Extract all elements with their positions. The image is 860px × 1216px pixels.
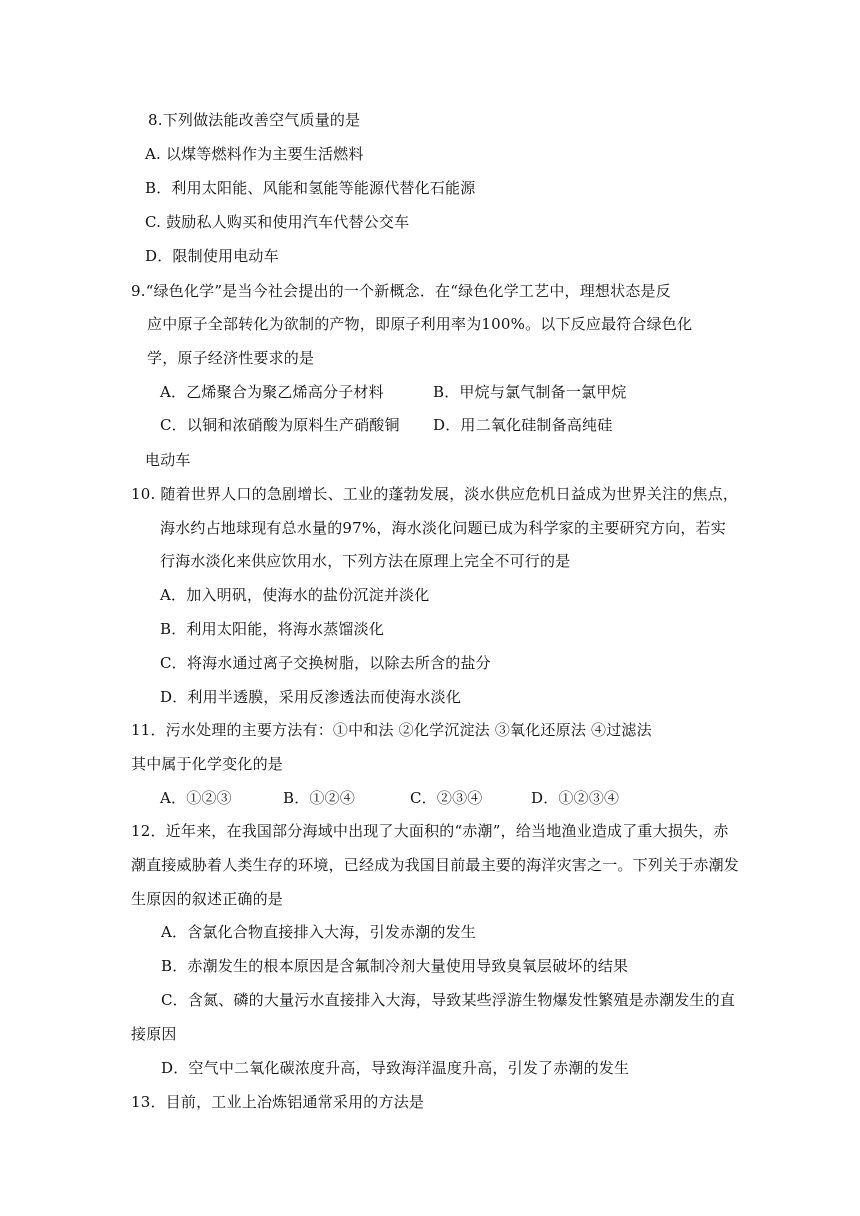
q11-option-c: C．②③④ — [410, 789, 483, 807]
q9-option-c: C．以铜和浓硝酸为原料生产硝酸铜 — [160, 416, 400, 434]
q11-stem-line-2: 其中属于化学变化的是 — [131, 755, 284, 773]
q13-stem: 13．目前，工业上冶炼铝通常采用的方法是 — [131, 1093, 425, 1111]
q8-option-b: B．利用太阳能、风能和氢能等能源代替化石能源 — [145, 179, 476, 197]
q12-option-b: B．赤潮发生的根本原因是含氟制冷剂大量使用导致臭氧层破坏的结果 — [161, 957, 629, 975]
q10-option-c: C．将海水通过离子交换树脂，以除去所含的盐分 — [160, 654, 491, 672]
q10-stem-line-2: 海水约占地球现有总水量的97%，海水淡化问题已成为科学家的主要研究方向，若实 — [160, 519, 726, 537]
q10-option-d: D．利用半透膜，采用反渗透法而使海水淡化 — [160, 688, 462, 706]
q8-option-a: A. 以煤等燃料作为主要生活燃料 — [145, 145, 364, 163]
q10-stem-line-3: 行海水淡化来供应饮用水，下列方法在原理上完全不可行的是 — [160, 552, 571, 570]
q11-option-a: A．①②③ — [160, 789, 232, 807]
q9-stem-line-3: 学，原子经济性要求的是 — [147, 349, 315, 367]
stray-text: 电动车 — [145, 451, 191, 469]
q9-stem-line-1: 9.“绿色化学”是当今社会提出的一个新概念．在“绿色化学工艺中，理想状态是反 — [131, 282, 671, 300]
q11-option-b: B．①②④ — [283, 789, 356, 807]
q8-option-c: C. 鼓励私人购买和使用汽车代替公交车 — [145, 213, 410, 231]
q10-option-b: B．利用太阳能，将海水蒸馏淡化 — [160, 620, 385, 638]
q11-option-d: D．①②③④ — [531, 789, 620, 807]
q9-option-b: B．甲烷与氯气制备一氯甲烷 — [433, 383, 627, 401]
q12-option-c-line-1: C．含氮、磷的大量污水直接排入大海，导致某些浮游生物爆发性繁殖是赤潮发生的直 — [161, 991, 736, 1009]
q8-stem: 8.下列做法能改善空气质量的是 — [148, 111, 361, 129]
q12-stem-line-2: 潮直接威胁着人类生存的环境，已经成为我国目前最主要的海洋灾害之一。下列关于赤潮发 — [131, 856, 740, 874]
q12-option-d: D．空气中二氧化碳浓度升高，导致海洋温度升高，引发了赤潮的发生 — [161, 1059, 630, 1077]
q10-option-a: A．加入明矾，使海水的盐份沉淀并淡化 — [160, 586, 430, 604]
q11-stem-line-1: 11．污水处理的主要方法有：①中和法 ②化学沉淀法 ③氧化还原法 ④过滤法 — [131, 721, 652, 739]
q9-option-d: D．用二氧化硅制备高纯硅 — [433, 416, 613, 434]
q12-stem-line-1: 12．近年来，在我国部分海域中出现了大面积的“赤潮”，给当地渔业造成了重大损失，赤 — [131, 822, 729, 840]
q12-option-c-line-2: 接原因 — [131, 1025, 177, 1043]
q12-option-a: A．含氯化合物直接排入大海，引发赤潮的发生 — [161, 923, 477, 941]
q12-stem-line-3: 生原因的叙述正确的是 — [131, 890, 284, 908]
q10-stem-line-1: 10. 随着世界人口的急剧增长、工业的蓬勃发展，淡水供应危机日益成为世界关注的焦点， — [131, 485, 739, 503]
q9-option-a: A．乙烯聚合为聚乙烯高分子材料 — [160, 383, 384, 401]
q9-stem-line-2: 应中原子全部转化为欲制的产物，即原子利用率为100%。以下反应最符合绿色化 — [147, 315, 693, 333]
q8-option-d: D．限制使用电动车 — [145, 247, 279, 265]
